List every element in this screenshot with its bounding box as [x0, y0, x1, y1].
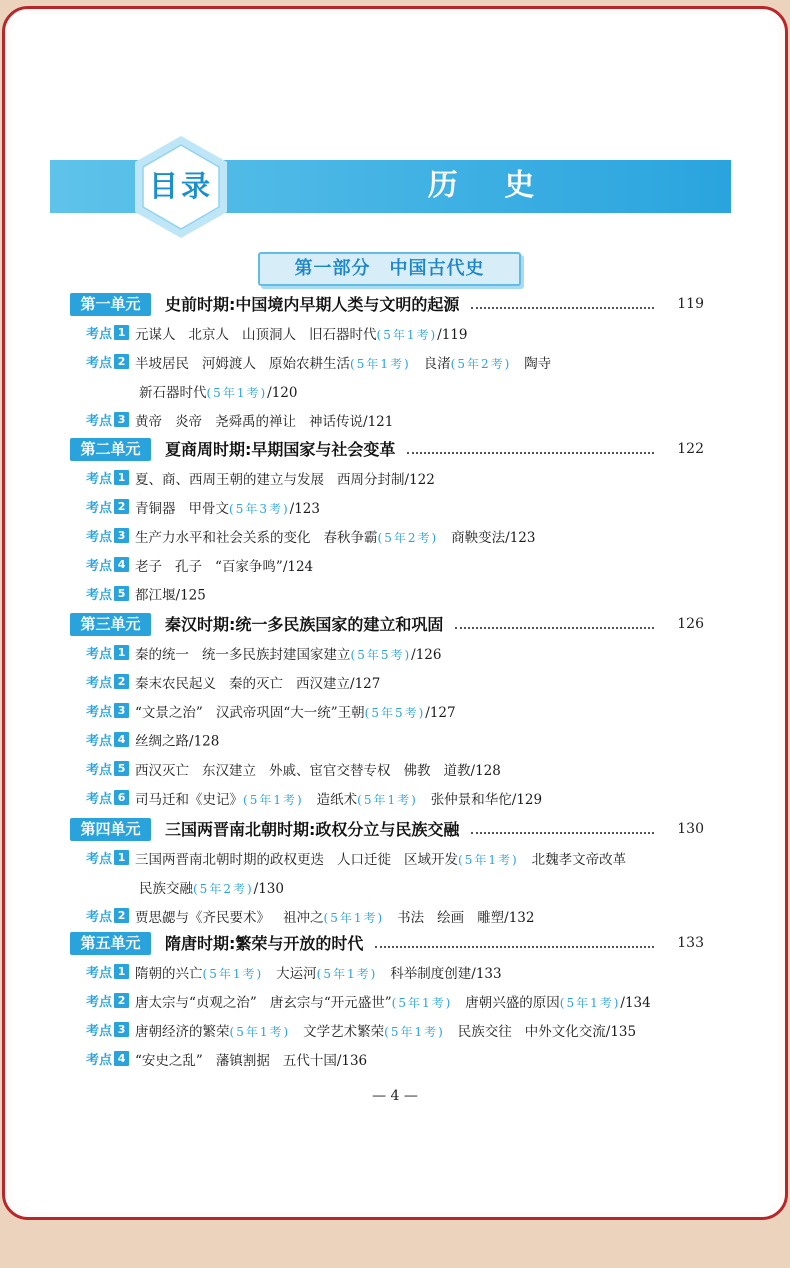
point-number: 4 — [114, 557, 129, 572]
point-row — [86, 583, 726, 605]
topic — [477, 910, 534, 926]
topic — [437, 910, 464, 926]
point-text — [135, 501, 320, 517]
topic — [458, 1024, 512, 1040]
point-row — [86, 322, 726, 344]
topic — [524, 356, 551, 372]
topic-name: 藩镇割据 — [215, 1052, 270, 1069]
point-number: 4 — [114, 1051, 129, 1066]
topic — [135, 501, 176, 517]
point-label: 考点 — [86, 966, 113, 981]
topic-name: 隋朝的兴亡 — [135, 965, 203, 982]
topic-name: 老子 — [135, 558, 163, 575]
topic — [175, 414, 202, 430]
point-label: 考点 — [86, 356, 113, 371]
point-row — [86, 554, 726, 576]
topic-page: /126 — [411, 646, 442, 663]
unit-heading — [70, 818, 730, 842]
topic-name: 绘画 — [437, 909, 465, 926]
topic — [135, 472, 324, 488]
topic-name: 西汉建立/127 — [296, 675, 381, 692]
point-row — [86, 1048, 726, 1070]
topic-name: 五代十国/136 — [282, 1052, 368, 1069]
point-text — [135, 995, 651, 1011]
point-number: 2 — [114, 993, 129, 1008]
unit-title: 隋唐时期:繁荣与开放的时代 — [165, 934, 364, 953]
point-text — [135, 910, 534, 926]
topic-name: “安史之乱” — [135, 1052, 203, 1069]
part-title: 第一部分 中国古代史 — [258, 252, 521, 286]
topic-name: 区域开发 — [404, 851, 459, 868]
point-text — [135, 1024, 636, 1040]
topic — [431, 792, 542, 808]
point-row — [86, 351, 726, 373]
topic — [135, 705, 203, 721]
topic — [135, 414, 162, 430]
topic-name: 河姆渡人 — [202, 355, 257, 372]
point-text — [139, 881, 284, 897]
point-number: 6 — [114, 790, 129, 805]
topic-page: /120 — [267, 384, 298, 401]
point-text — [139, 385, 297, 401]
point-text — [135, 792, 542, 808]
dot-leader — [455, 627, 654, 629]
topic-name: 神话传说/121 — [309, 413, 394, 430]
topic-name: 秦末农民起义 — [135, 675, 217, 692]
topic — [270, 995, 452, 1011]
point-number: 5 — [114, 586, 129, 601]
topic — [216, 705, 456, 721]
point-number: 1 — [114, 964, 129, 979]
topic — [135, 530, 311, 546]
topic — [135, 995, 257, 1011]
topic-name: 黄帝 — [135, 413, 163, 430]
topic — [242, 327, 296, 343]
exam-frequency: (5年1考) — [229, 1024, 291, 1039]
unit-badge: 第一单元 — [70, 293, 151, 316]
topic-name: 半坡居民 — [135, 355, 190, 372]
topic-name: 书法 — [397, 909, 425, 926]
point-number: 2 — [114, 908, 129, 923]
topic — [189, 501, 320, 517]
point-number: 3 — [114, 412, 129, 427]
page-number: — 4 — — [372, 1088, 418, 1104]
topic — [135, 910, 270, 926]
point-label: 考点 — [86, 1024, 113, 1039]
topic — [532, 852, 627, 868]
exam-frequency: (5年5考) — [364, 705, 426, 720]
point-label: 考点 — [86, 705, 113, 720]
exam-frequency: (5年3考) — [229, 501, 290, 516]
topic — [135, 327, 176, 343]
topic-name: 陶寺 — [524, 355, 552, 372]
topic-name: 民族交往 — [457, 1023, 512, 1040]
topic-name: 三国两晋南北朝时期的政权更迭 — [135, 851, 325, 868]
point-text — [135, 763, 501, 779]
point-label: 考点 — [86, 414, 113, 429]
point-text — [135, 414, 393, 430]
topic-name: 青铜器 — [135, 500, 176, 517]
exam-frequency: (5年1考) — [458, 852, 519, 867]
topic — [215, 559, 313, 575]
topic — [303, 1024, 445, 1040]
exam-frequency: (5年1考) — [316, 966, 378, 981]
topic — [404, 763, 431, 779]
point-text — [135, 327, 467, 343]
topic-name: 文学艺术繁荣 — [303, 1023, 385, 1040]
unit-page-number: 130 — [677, 821, 704, 837]
contents-hexagon-badge — [132, 134, 230, 240]
topic-name: 雕塑/132 — [477, 909, 535, 926]
point-number: 2 — [114, 674, 129, 689]
topic-name: 民族交融 — [139, 880, 193, 897]
point-row — [86, 729, 726, 751]
topic — [135, 588, 206, 604]
point-row — [86, 409, 726, 431]
topic — [135, 763, 189, 779]
point-label: 考点 — [86, 472, 113, 487]
unit-page-number: 122 — [677, 441, 704, 457]
exam-frequency: (5年5考) — [350, 647, 412, 662]
point-number: 4 — [114, 732, 129, 747]
topic — [337, 472, 435, 488]
unit-title: 秦汉时期:统一多民族国家的建立和巩固 — [165, 615, 444, 634]
point-label: 考点 — [86, 734, 113, 749]
point-row — [86, 847, 726, 869]
topic-name: 甲骨文 — [188, 500, 230, 517]
topic — [135, 356, 189, 372]
point-label: 考点 — [86, 1053, 113, 1068]
point-text — [135, 852, 626, 868]
point-number: 3 — [114, 703, 129, 718]
point-row — [86, 1019, 726, 1041]
topic-name: 良渚 — [423, 355, 451, 372]
topic-name: 商鞅变法/123 — [451, 529, 536, 546]
topic-name: 原始农耕生活 — [269, 355, 351, 372]
topic-name: 西汉灭亡 — [135, 762, 190, 779]
topic — [404, 852, 519, 868]
point-number: 1 — [114, 645, 129, 660]
point-row — [86, 642, 726, 664]
topic — [135, 1053, 203, 1069]
point-label: 考点 — [86, 588, 113, 603]
point-label: 考点 — [86, 676, 113, 691]
point-label: 考点 — [86, 995, 113, 1010]
topic — [135, 792, 304, 808]
contents-label: 目录 — [148, 169, 213, 203]
point-text — [135, 676, 380, 692]
topic — [309, 327, 467, 343]
unit-badge: 第四单元 — [70, 818, 151, 841]
point-label: 考点 — [86, 792, 113, 807]
exam-frequency: (5年1考) — [384, 1024, 445, 1039]
topic — [215, 414, 296, 430]
exam-frequency: (5年1考) — [202, 966, 264, 981]
topic — [135, 852, 324, 868]
topic-name: 道教/128 — [443, 762, 501, 779]
point-text — [135, 472, 435, 488]
topic — [202, 647, 441, 663]
unit-title: 夏商周时期:早期国家与社会变革 — [165, 440, 396, 459]
topic-name: 孔子 — [175, 558, 203, 575]
topic — [317, 792, 418, 808]
topic — [324, 530, 439, 546]
point-row — [86, 467, 726, 489]
dot-leader — [407, 452, 654, 454]
exam-frequency: (5年1考) — [206, 385, 268, 400]
point-text — [135, 1053, 367, 1069]
topic-name: 旧石器时代 — [309, 326, 377, 343]
topic-name: 尧舜禹的禅让 — [215, 413, 297, 430]
unit-badge: 第三单元 — [70, 613, 151, 636]
point-row — [86, 787, 726, 809]
point-label: 考点 — [86, 647, 113, 662]
exam-frequency: (5年2考) — [450, 356, 512, 371]
topic-name: 贾思勰与《齐民要术》 — [135, 909, 271, 926]
topic-name: 新石器时代 — [139, 384, 207, 401]
topic-name: 秦的统一 — [135, 646, 190, 663]
topic-name: 造纸术 — [316, 791, 358, 808]
topic-name: 东汉建立 — [202, 762, 257, 779]
point-row — [86, 700, 726, 722]
exam-frequency: (5年1考) — [323, 910, 385, 925]
topic-name: “文景之治” — [135, 704, 203, 721]
point-number: 1 — [114, 850, 129, 865]
topic-name: 唐玄宗与“开元盛世” — [269, 994, 392, 1011]
topic-name: 张仲景和华佗/129 — [430, 791, 543, 808]
exam-frequency: (5年1考) — [350, 356, 411, 371]
point-row — [86, 905, 726, 927]
topic-page: /123 — [289, 500, 320, 517]
topic-name: 科举制度创建/133 — [390, 965, 502, 982]
topic-name: 北京人 — [188, 326, 230, 343]
topic-name: 汉武帝巩固“大一统”王朝 — [215, 704, 365, 721]
exam-frequency: (5年1考) — [357, 792, 418, 807]
point-row — [86, 758, 726, 780]
topic — [135, 559, 162, 575]
unit-page-number: 126 — [677, 616, 704, 632]
topic-name: 唐太宗与“贞观之治” — [135, 994, 257, 1011]
topic — [424, 356, 512, 372]
exam-frequency: (5年1考) — [391, 995, 453, 1010]
topic — [296, 676, 380, 692]
topic — [269, 763, 391, 779]
point-text — [135, 530, 535, 546]
exam-frequency: (5年1考) — [376, 327, 438, 342]
unit-page-number: 119 — [677, 296, 704, 312]
topic-name: 统一多民族封建国家建立 — [202, 646, 351, 663]
topic — [337, 852, 391, 868]
topic — [444, 763, 501, 779]
point-text — [135, 647, 441, 663]
unit-heading — [70, 932, 730, 956]
topic-name: 丝绸之路/128 — [135, 733, 220, 750]
point-number: 3 — [114, 1022, 129, 1037]
point-row — [86, 496, 726, 518]
topic — [135, 1024, 290, 1040]
topic — [202, 763, 256, 779]
point-row — [86, 525, 726, 547]
topic — [283, 910, 384, 926]
topic — [135, 966, 263, 982]
topic — [189, 327, 230, 343]
point-text — [135, 705, 456, 721]
topic — [309, 414, 393, 430]
topic-name: 秦的灭亡 — [229, 675, 284, 692]
unit-heading — [70, 613, 730, 637]
topic-name: 佛教 — [403, 762, 431, 779]
point-row — [86, 671, 726, 693]
topic-name: 西周分封制/122 — [337, 471, 435, 488]
point-row — [86, 990, 726, 1012]
point-text — [135, 734, 219, 750]
point-number: 2 — [114, 354, 129, 369]
topic — [135, 676, 216, 692]
exam-frequency: (5年2考) — [377, 530, 439, 545]
exam-frequency: (5年2考) — [193, 881, 254, 896]
topic-name: 夏、商、西周王朝的建立与发展 — [135, 471, 325, 488]
point-number: 2 — [114, 499, 129, 514]
topic — [451, 530, 535, 546]
topic — [216, 1053, 270, 1069]
unit-heading — [70, 293, 730, 317]
point-label: 考点 — [86, 852, 113, 867]
topic-name: 春秋争霸 — [323, 529, 378, 546]
point-label: 考点 — [86, 559, 113, 574]
topic-name: 唐朝经济的繁荣 — [135, 1023, 230, 1040]
topic — [283, 1053, 367, 1069]
topic-page: /127 — [425, 704, 456, 721]
dot-leader — [471, 307, 654, 309]
point-continuation — [139, 876, 779, 898]
point-text — [135, 559, 313, 575]
topic — [229, 676, 283, 692]
topic — [135, 734, 219, 750]
unit-badge: 第五单元 — [70, 932, 151, 955]
point-text — [135, 588, 206, 604]
topic — [525, 1024, 636, 1040]
point-text — [135, 966, 502, 982]
point-row — [86, 961, 726, 983]
topic-name: “百家争鸣”/124 — [215, 558, 314, 575]
dot-leader — [471, 832, 654, 834]
topic — [202, 356, 256, 372]
topic-name: 山顶洞人 — [242, 326, 297, 343]
topic — [135, 647, 189, 663]
point-text — [135, 356, 551, 372]
subject-title: 历 史 — [427, 168, 553, 203]
point-number: 3 — [114, 528, 129, 543]
topic — [465, 995, 650, 1011]
topic — [139, 881, 284, 897]
topic — [397, 910, 424, 926]
topic-name: 祖冲之 — [283, 909, 324, 926]
unit-title: 三国两晋南北朝时期:政权分立与民族交融 — [165, 820, 460, 839]
topic-name: 元谋人 — [135, 326, 176, 343]
unit-heading — [70, 438, 730, 462]
topic — [276, 966, 377, 982]
point-label: 考点 — [86, 501, 113, 516]
topic-name: 中外文化交流/135 — [524, 1023, 637, 1040]
topic-name: 都江堰/125 — [135, 587, 206, 604]
topic-name: 炎帝 — [175, 413, 203, 430]
topic-name: 人口迁徙 — [337, 851, 392, 868]
topic-page: /119 — [437, 326, 468, 343]
point-number: 1 — [114, 325, 129, 340]
point-continuation — [139, 380, 779, 402]
topic-name: 唐朝兴盛的原因 — [465, 994, 560, 1011]
point-number: 5 — [114, 761, 129, 776]
point-label: 考点 — [86, 327, 113, 342]
topic-name: 外戚、宦官交替专权 — [269, 762, 391, 779]
topic-name: 北魏孝文帝改革 — [531, 851, 627, 868]
exam-frequency: (5年1考) — [243, 792, 304, 807]
point-label: 考点 — [86, 763, 113, 778]
topic-page: /130 — [253, 880, 284, 897]
topic-name: 大运河 — [276, 965, 317, 982]
topic — [390, 966, 501, 982]
exam-frequency: (5年1考) — [559, 995, 621, 1010]
topic-page: /134 — [620, 994, 651, 1011]
unit-title: 史前时期:中国境内早期人类与文明的起源 — [165, 295, 460, 314]
topic-name: 司马迁和《史记》 — [135, 791, 244, 808]
unit-page-number: 133 — [677, 935, 704, 951]
topic — [175, 559, 202, 575]
point-label: 考点 — [86, 910, 113, 925]
unit-badge: 第二单元 — [70, 438, 151, 461]
dot-leader — [375, 946, 654, 948]
point-label: 考点 — [86, 530, 113, 545]
topic — [139, 385, 297, 401]
topic-name: 生产力水平和社会关系的变化 — [135, 529, 311, 546]
point-number: 1 — [114, 470, 129, 485]
topic — [269, 356, 411, 372]
